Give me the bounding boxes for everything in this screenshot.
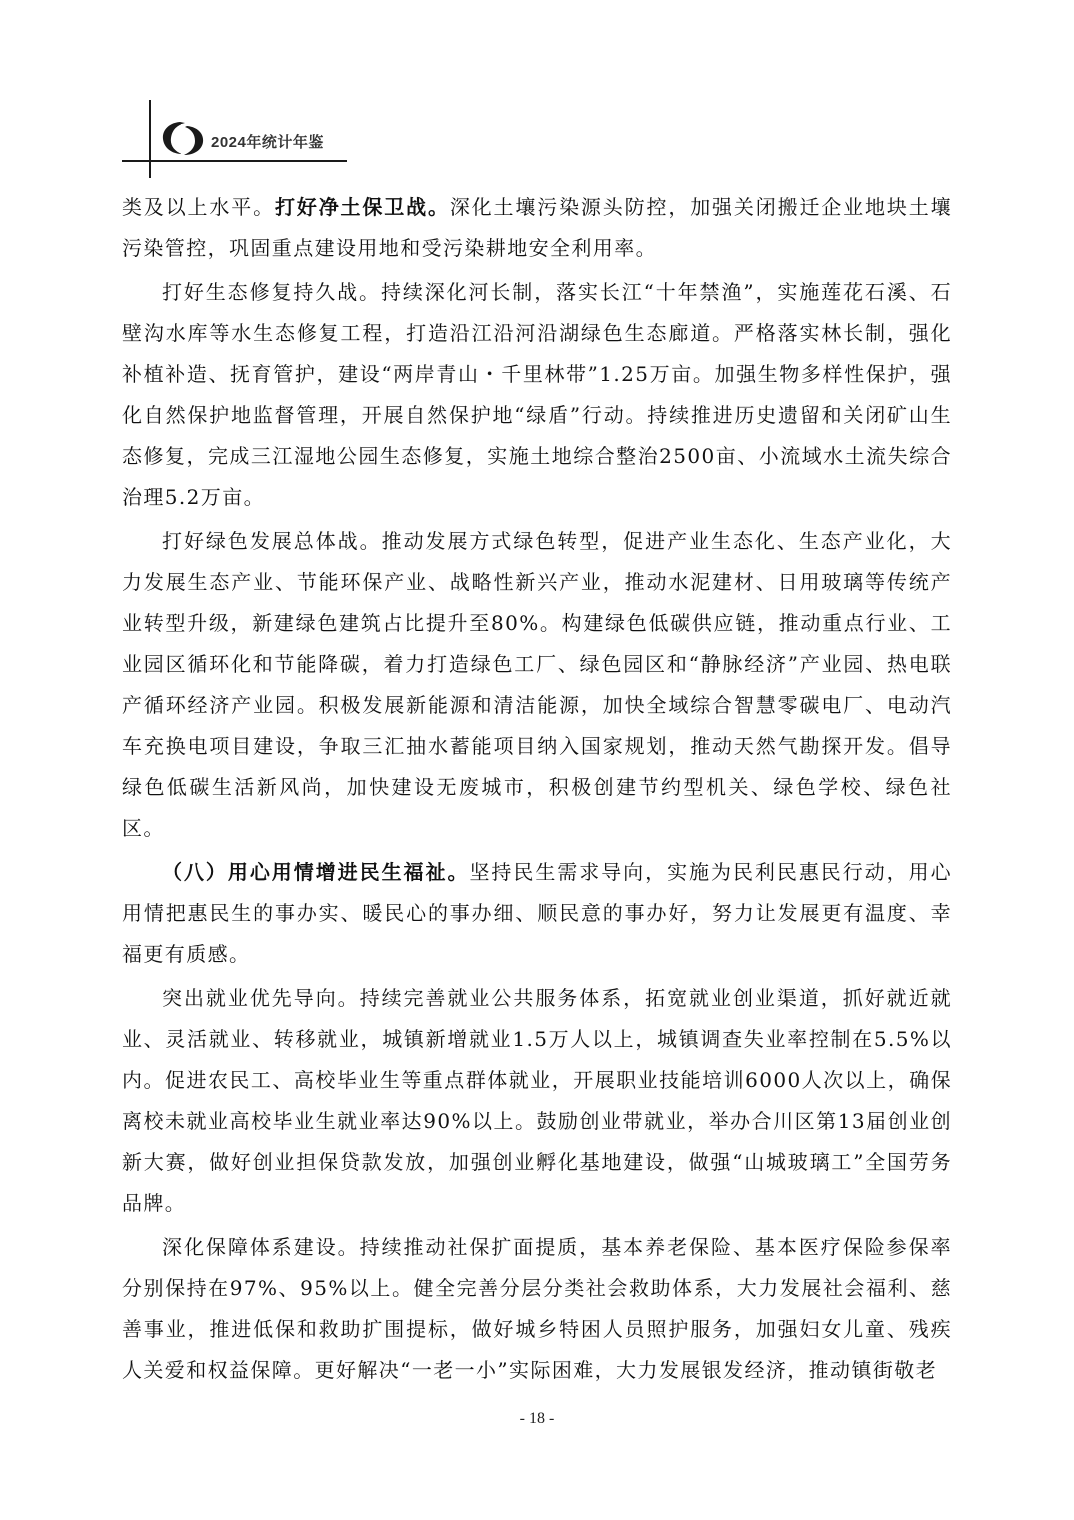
yearbook-title: 2024年统计年鉴 — [211, 134, 324, 151]
body-content — [122, 187, 952, 1394]
paragraph-lead: 打好绿色发展总体战。 — [162, 529, 382, 553]
paragraph-ecological-restoration: 打好生态修复持久战。持续深化河长制，落实长江“十年禁渔”，实施莲花石溪、石壁沟水库等水生态修复工程，打造沿江沿河沿湖绿色生态廊道。严格落实林长制，强化补植补造、抚育管护，建设“两岸青山・千里林带”1.25万亩。加强生物多样性保护，强化自然保护地监督管理，开展自然保护地“绿盾”行动。持续推进历史遗留和关闭矿山生态修复，完成三江湿地公园生态修复，实施土地综合整治2500亩、小流域水土流失综合治理5.2万亩。 — [122, 280, 953, 509]
page-header — [0, 0, 1074, 170]
paragraph-employment: 突出就业优先导向。持续完善就业公共服务体系，拓宽就业创业渠道，抓好就近就业、灵活就业、转移就业，城镇新增就业1.5万人以上，城镇调查失业率控制在5.5%以内。促进农民工、高校毕业生等重点群体就业，开展职业技能培训6000人次以上，确保离校未就业高校毕业生就业率达90%以上。鼓励创业带就业，举办合川区第13届创业创新大赛，做好创业担保贷款发放，加强创业孵化基地建设，做强“山城玻璃工”全国劳务品牌。 — [122, 986, 952, 1215]
paragraph-lead: 突出就业优先导向。 — [162, 986, 360, 1010]
header-vertical-rule — [149, 100, 151, 178]
section-heading-people-wellbeing: （八）用心用情增进民生福祉。坚持民生需求导向，实施为民利民惠民行动，用心用情把惠民生的事办实、暖民心的事办细、顺民意的事办好，努力让发展更有温度、幸福更有质感。 — [122, 860, 952, 966]
page-number: - 18 - — [519, 1410, 555, 1427]
paragraph-lead: 打好生态修复持久战。 — [162, 280, 381, 304]
yearbook-logo-icon — [160, 118, 206, 158]
paragraph-social-security: 深化保障体系建设。持续推动社保扩面提质，基本养老保险、基本医疗保险参保率分别保持在97%、95%以上。健全完善分层分类社会救助体系，大力发展社会福利、慈善事业，推进低保和救助扩围提标，做好城乡特困人员照护服务，加强妇女儿童、残疾人关爱和权益保障。更好解决“一老一小”实际困难，大力发展银发经济，推动镇街敬老 — [122, 1235, 952, 1382]
paragraph-green-development: 打好绿色发展总体战。推动发展方式绿色转型，促进产业生态化、生态产业化，大力发展生态产业、节能环保产业、战略性新兴产业，推动水泥建材、日用玻璃等传统产业转型升级，新建绿色建筑占比提升至80%。构建绿色低碳供应链，推动重点行业、工业园区循环化和节能降碳，着力打造绿色工厂、绿色园区和“静脉经济”产业园、热电联产循环经济产业园。积极发展新能源和清洁能源，加快全域综合智慧零碳电厂、电动汽车充换电项目建设，争取三汇抽水蓄能项目纳入国家规划，推动天然气勘探开发。倡导绿色低碳生活新风尚，加快建设无废城市，积极创建节约型机关、绿色学校、绿色社区。 — [122, 529, 953, 840]
paragraph-soil-pollution: 类及以上水平。打好净土保卫战。深化土壤污染源头防控，加强关闭搬迁企业地块土壤污染管控，巩固重点建设用地和受污染耕地安全利用率。 — [122, 195, 952, 260]
header-horizontal-rule — [122, 160, 347, 162]
paragraph-lead: 深化保障体系建设。 — [162, 1235, 360, 1259]
